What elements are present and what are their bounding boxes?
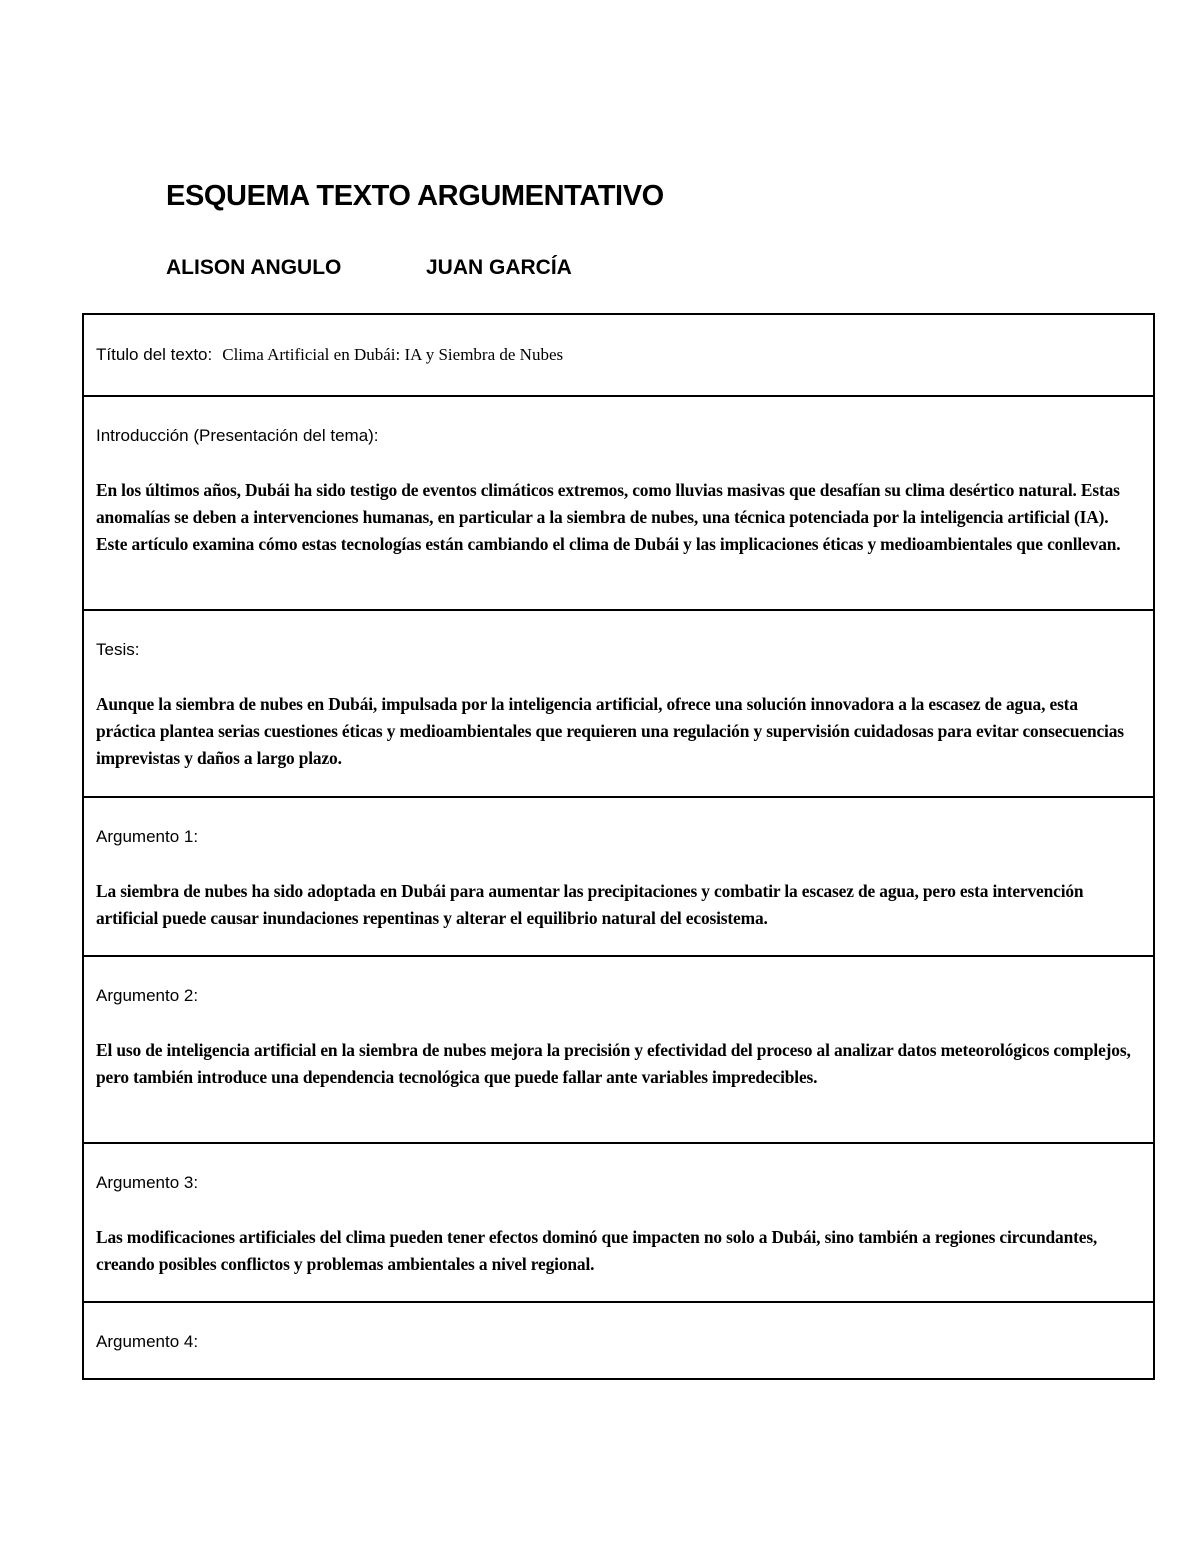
- thesis-row: [84, 609, 1153, 796]
- text-title-row: [84, 315, 1153, 395]
- argument-4-label: Argumento 4:: [96, 1332, 199, 1351]
- introduction-text: En los últimos años, Dubái ha sido testigo de eventos climáticos extremos, como lluvias masivas que desafían su clima desértico natural. Estas anomalías se deben a intervenciones humanas, en particular a la siembra de nubes, una técnica potenciada por la inteligencia artificial (IA). Este artículo examina cómo estas tecnologías están cambiando el clima de Dubái y las implicaciones éticas y medioambientales que conllevan.: [96, 480, 1121, 554]
- author-name: JUAN GARCÍA: [426, 256, 572, 279]
- thesis-text: Aunque la siembra de nubes en Dubái, impulsada por la inteligencia artificial, ofrece una solución innovadora a la escasez de agua, esta práctica plantea serias cuestiones éticas y medioambientales que requieren una regulación y supervisión cuidadosas para evitar consecuencias imprevistas y daños a largo plazo.: [96, 694, 1124, 768]
- argument-2-row: [84, 955, 1153, 1142]
- text-title-label: Título del texto:: [96, 345, 213, 364]
- argument-3-text: Las modificaciones artificiales del clima pueden tener efectos dominó que impacten no solo a Dubái, sino también a regiones circundantes, creando posibles conflictos y problemas ambientales a nivel regional.: [96, 1227, 1098, 1274]
- argument-1-text: La siembra de nubes ha sido adoptada en Dubái para aumentar las precipitaciones y combatir la escasez de agua, pero esta intervención artificial puede causar inundaciones repentinas y alterar el equilibrio natural del ecosistema.: [96, 881, 1084, 928]
- text-title-value: Clima Artificial en Dubái: IA y Siembra de Nubes: [222, 345, 564, 364]
- argument-schema-table: [82, 313, 1155, 1380]
- argument-3-row: [84, 1142, 1153, 1301]
- document-title: ESQUEMA TEXTO ARGUMENTATIVO: [166, 180, 664, 212]
- argument-1-row: [84, 796, 1153, 955]
- text-title-line: [96, 344, 1131, 366]
- introduction-label: Introducción (Presentación del tema):: [96, 426, 379, 445]
- author-name: ALISON ANGULO: [166, 256, 342, 279]
- argument-3-label: Argumento 3:: [96, 1173, 199, 1192]
- thesis-label: Tesis:: [96, 640, 140, 659]
- argument-4-row: [84, 1301, 1153, 1378]
- argument-2-text: El uso de inteligencia artificial en la siembra de nubes mejora la precisión y efectividad del proceso al analizar datos meteorológicos complejos, pero también introduce una dependencia tecnológica que puede fallar ante variables impredecibles.: [96, 1040, 1131, 1087]
- introduction-row: [84, 395, 1153, 609]
- argument-1-label: Argumento 1:: [96, 827, 199, 846]
- argument-2-label: Argumento 2:: [96, 986, 199, 1005]
